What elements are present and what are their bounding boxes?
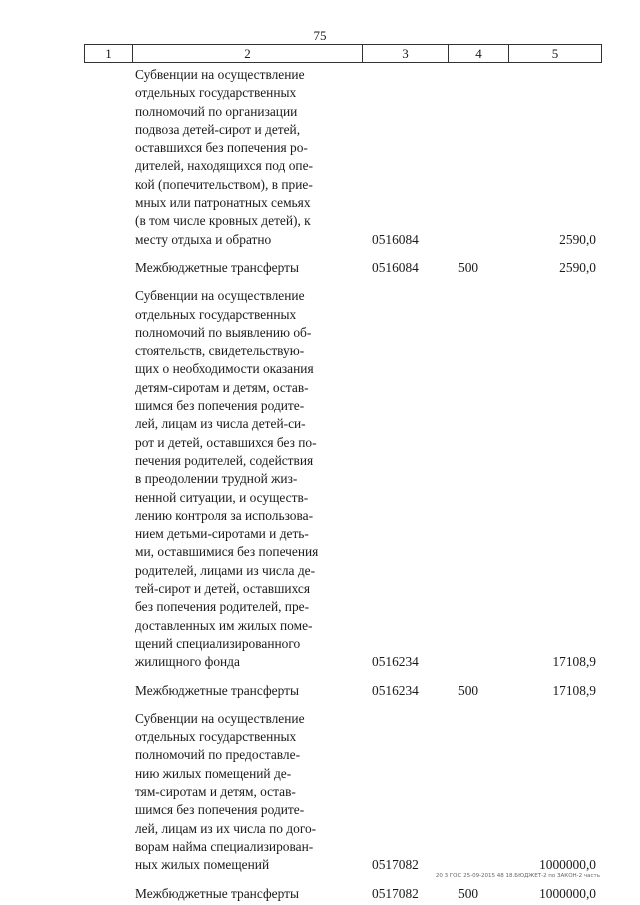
header-col-5: 5 — [551, 45, 559, 61]
description-line: лению контроля за использова- — [135, 507, 314, 523]
row-amount: 17108,9 — [552, 654, 596, 670]
description-line: лей, лицам из числа детей-си- — [135, 416, 306, 432]
row-code: 0516234 — [372, 682, 419, 698]
row-description — [135, 710, 345, 875]
description-line: ми, оставшимися без попечения — [135, 544, 319, 560]
description-line: рот и детей, оставшихся без по- — [135, 434, 317, 450]
description-line: Субвенции на осуществление — [135, 710, 305, 726]
description-line: Межбюджетные трансферты — [135, 885, 299, 901]
description-line: Субвенции на осуществление — [135, 67, 305, 82]
description-line: отдельных государственных — [135, 85, 297, 101]
description-line: подвоза детей-сирот и детей, — [135, 121, 301, 137]
description-line: (в том числе кровных детей), к — [135, 213, 311, 229]
row-description — [135, 259, 345, 277]
description-line: шимся без попечения родите- — [135, 802, 305, 818]
description-line: щих о необходимости оказания — [135, 361, 314, 377]
row-type: 500 — [458, 260, 479, 275]
description-line: детям-сиротам и детям, остав- — [135, 379, 309, 395]
description-line: стоятельств, свидетельствую- — [135, 343, 305, 359]
row-amount: 2590,0 — [559, 260, 596, 275]
description-line: Межбюджетные трансферты — [135, 682, 299, 698]
description-line: Межбюджетные трансферты — [135, 260, 299, 275]
row-description — [135, 682, 345, 700]
description-line: нием детьми-сиротами и деть- — [135, 526, 309, 542]
header-col-1: 1 — [85, 45, 133, 62]
description-line: кой (попечительством), в прие- — [135, 176, 313, 192]
description-line: полномочий по предоставле- — [135, 747, 301, 763]
row-code: 0516234 — [372, 654, 419, 670]
description-line: печения родителей, содействия — [135, 452, 314, 468]
description-line: полномочий по организации — [135, 103, 298, 119]
table-header — [84, 44, 602, 63]
description-line: нию жилых помещений де- — [135, 765, 292, 781]
description-line: без попечения родителей, пре- — [135, 599, 310, 615]
description-line: жилищного фонда — [135, 654, 240, 670]
row-code: 0516084 — [372, 231, 419, 247]
description-line: дителей, находящихся под опе- — [135, 158, 313, 174]
description-line: оставшихся без попечения ро- — [135, 140, 308, 156]
description-line: полномочий по выявлению об- — [135, 324, 312, 340]
description-line: щений специализированного — [135, 635, 301, 651]
header-col-2: 2 — [133, 45, 363, 62]
description-line: родителей, лицами из числа де- — [135, 562, 316, 578]
description-line: тей-сирот и детей, оставшихся — [135, 581, 311, 597]
row-type: 500 — [458, 885, 479, 901]
row-description — [135, 66, 345, 249]
page-number: 75 — [313, 28, 327, 43]
row-amount: 1000000,0 — [539, 885, 596, 901]
row-code: 0516084 — [372, 260, 419, 275]
row-description — [135, 287, 345, 671]
header-col-3: 3 — [363, 45, 449, 62]
row-type: 500 — [458, 682, 479, 698]
description-line: отдельных государственных — [135, 306, 297, 322]
description-line: доставленных им жилых поме- — [135, 617, 313, 633]
description-line: ненной ситуации, и осуществ- — [135, 489, 309, 505]
description-line: отдельных государственных — [135, 729, 297, 745]
description-line: месту отдыха и обратно — [135, 231, 272, 247]
header-col-4: 4 — [449, 45, 509, 62]
description-line: тям-сиротам и детям, остав- — [135, 784, 296, 800]
description-line: лей, лицам из их числа по дого- — [135, 820, 317, 836]
description-line: ных жилых помещений — [135, 857, 270, 873]
row-amount: 1000000,0 — [539, 857, 596, 873]
row-amount: 17108,9 — [552, 682, 596, 698]
row-description — [135, 885, 345, 903]
description-line: Субвенции на осуществление — [135, 288, 305, 304]
row-amount: 2590,0 — [559, 231, 596, 247]
description-line: мных или патронатных семьях — [135, 195, 311, 211]
document-footer: 20 3 ГОС 25-09-2015 48 18.БЮДЖЕТ-2 по ЗАКОН-2 часть — [435, 873, 600, 879]
row-code: 0517082 — [372, 857, 419, 873]
description-line: ворам найма специализирован- — [135, 838, 314, 854]
description-line: в преодолении трудной жиз- — [135, 471, 298, 487]
row-code: 0517082 — [372, 885, 419, 901]
description-line: шимся без попечения родите- — [135, 398, 305, 414]
